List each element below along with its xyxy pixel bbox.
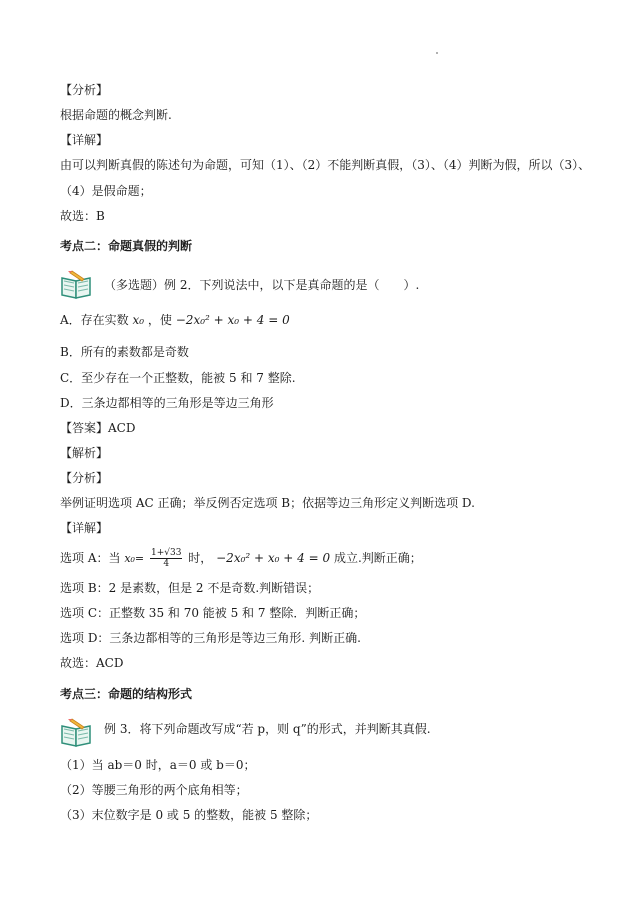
- option-b: B．所有的素数都是奇数: [60, 345, 189, 359]
- answer-line: 【答案】ACD: [60, 421, 136, 435]
- analysis-heading: 【分析】: [60, 83, 109, 97]
- detail-heading: 【详解】: [60, 133, 109, 147]
- fraction-numerator: 1+√33: [150, 548, 182, 558]
- answer-choice: 故选：B: [60, 209, 105, 223]
- detail-a-suffix: 成立.判断正确；: [333, 551, 422, 565]
- detail-option-b: 选项 B：2 是素数，但是 2 不是奇数.判断错误；: [60, 581, 320, 595]
- example-3-question: 例 3．将下列命题改写成“若 p，则 q”的形式，并判断其真假.: [104, 722, 431, 736]
- analysis-text-2: 举例证明选项 AC 正确；举反例否定选项 B；依据等边三角形定义判断选项 D.: [60, 496, 475, 510]
- detail-a-fraction: [150, 548, 182, 569]
- book-pencil-icon: [60, 718, 94, 748]
- item-2: （2）等腰三角形的两个底角相等；: [60, 783, 248, 797]
- fraction-denominator: 4: [163, 559, 170, 569]
- example-2-question: （多选题）例 2．下列说法中，以下是真命题的是（ ）.: [104, 278, 420, 292]
- detail-option-c: 选项 C：正整数 35 和 70 能被 5 和 7 整除．判断正确；: [60, 606, 366, 620]
- answer-choice-2: 故选：ACD: [60, 656, 124, 670]
- detail-a-equation: −2x₀² + x₀ + 4 = 0: [216, 551, 331, 565]
- option-a: [60, 312, 290, 328]
- option-a-mid: ，使: [147, 313, 172, 327]
- solution-heading: 【解析】: [60, 446, 109, 460]
- detail-text-2: （4）是假命题；: [60, 184, 152, 198]
- detail-heading-2: 【详解】: [60, 521, 109, 535]
- analysis-heading-2: 【分析】: [60, 471, 109, 485]
- scan-dot: [436, 52, 438, 54]
- option-a-equation: −2x₀² + x₀ + 4 = 0: [175, 313, 290, 327]
- option-c: C．至少存在一个正整数，能被 5 和 7 整除.: [60, 371, 296, 385]
- item-3: （3）末位数字是 0 或 5 的整数，能被 5 整除；: [60, 808, 318, 822]
- section-title-2: 考点二：命题真假的判断: [60, 239, 193, 253]
- option-a-label: A．存在实数: [60, 313, 129, 327]
- option-a-var: x₀: [132, 313, 145, 327]
- item-1: （1）当 ab＝0 时，a＝0 或 b＝0；: [60, 758, 256, 772]
- analysis-text: 根据命题的概念判断.: [60, 108, 172, 122]
- detail-a-mid: 时，: [188, 551, 213, 565]
- option-d: D．三条边都相等的三角形是等边三角形: [60, 396, 274, 410]
- detail-option-a: [60, 548, 422, 569]
- detail-a-var: x₀=: [124, 552, 145, 565]
- book-pencil-icon: [60, 270, 94, 300]
- detail-text-1: 由可以判断真假的陈述句为命题，可知（1）、（2）不能判断真假，（3）、（4）判断为假，所以（3）、: [60, 158, 591, 172]
- section-title-3: 考点三：命题的结构形式: [60, 687, 193, 701]
- detail-option-d: 选项 D：三条边都相等的三角形是等边三角形. 判断正确.: [60, 631, 361, 645]
- detail-a-prefix: 选项 A：当: [60, 551, 121, 565]
